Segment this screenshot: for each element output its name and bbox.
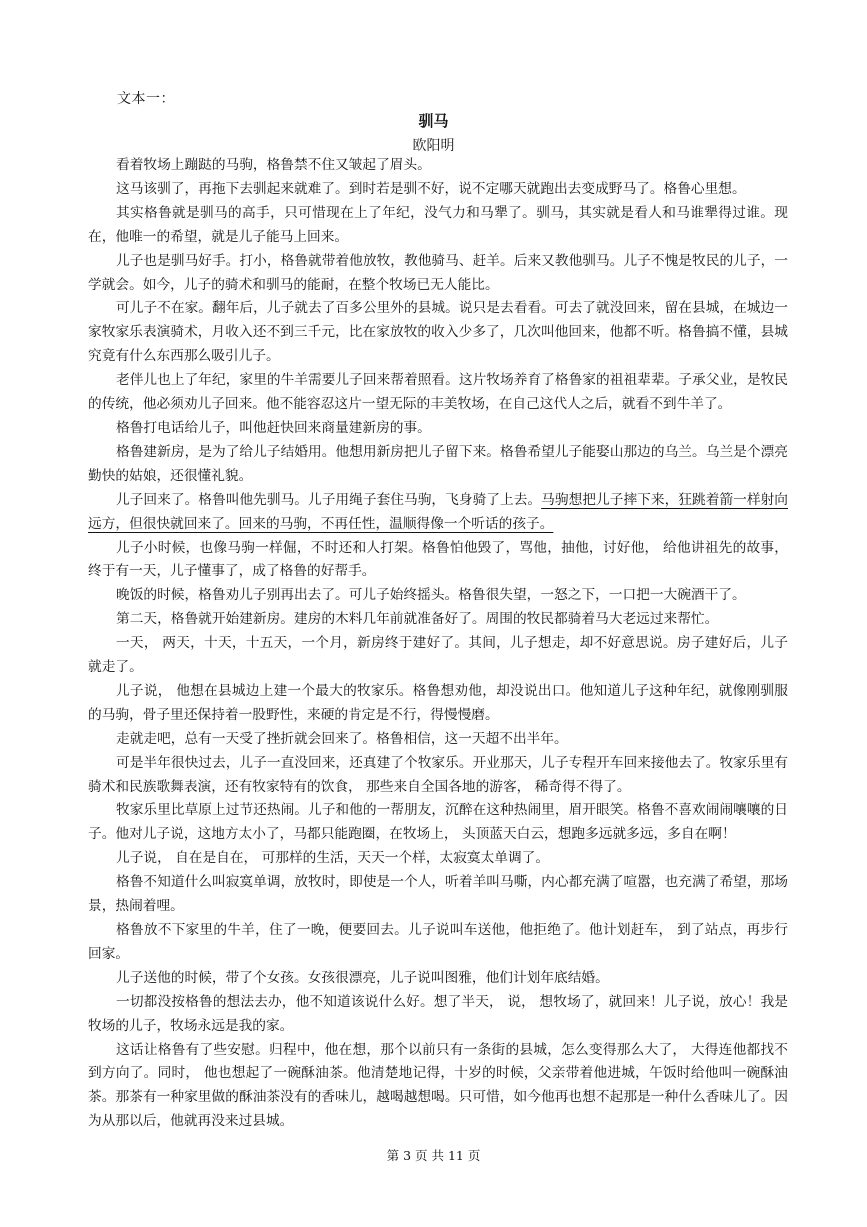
story-title: 驯马 <box>418 112 449 130</box>
paragraph: 老伴儿也上了年纪，家里的牛羊需要儿子回来帮着照看。这片牧场养育了格鲁家的祖祖辈辈。子承父业，是牧民的传统，他必须劝儿子回来。他不能容忍这片一望无际的丰美牧场，在自己这代人之后，就看不到牛羊了。 <box>88 372 788 413</box>
paragraph: 儿子也是驯马好手。打小，格鲁就带着他放牧，教他骑马、赶羊。后来又教他驯马。儿子不愧是牧民的儿子，一学就会。如今，儿子的骑术和驯马的能耐，在整个牧场已无人能比。 <box>88 252 788 293</box>
page-number: 第 3 页 共 11 页 <box>386 1148 481 1163</box>
paragraph: 一天， 两天，十天，十五天，一个月，新房终于建好了。其间，儿子想走，却不好意思说。房子建好后，儿子就走了。 <box>88 635 788 676</box>
paragraph: 其实格鲁就是驯马的高手，只可惜现在上了年纪，没气力和马犟了。驯马，其实就是看人和马谁犟得过谁。现在，他唯一的希望，就是儿子能马上回来。 <box>88 204 788 245</box>
paragraph: 可儿子不在家。翻年后，儿子就去了百多公里外的县城。说只是去看看。可去了就没回来，留在县城，在城边一家牧家乐表演骑术，月收入还不到三千元，比在家放牧的收入少多了，几次叫他回来，他都不听。格鲁搞不懂，县城究竟有什么东西那么吸引儿子。 <box>88 300 788 365</box>
paragraph-text: 儿子回来了。格鲁叫他先驯马。儿子用绳子套住马驹，飞身骑了上去。 <box>116 491 542 508</box>
paragraph: 第二天，格鲁就开始建新房。建房的木料几年前就准备好了。周围的牧民都骑着马大老远过来帮忙。 <box>116 611 719 628</box>
paragraph: 可是半年很快过去，儿子一直没回来，还真建了个牧家乐。开业那天，儿子专程开车回来接他去了。牧家乐里有骑术和民族歌舞表演，还有牧家特有的饮食， 那些来自全国各地的游客， 稀奇得不得了。 <box>88 754 788 795</box>
paragraph: 格鲁不知道什么叫寂寞单调，放牧时，即使是一个人，听着羊叫马嘶，内心都充满了喧嚣，也充满了希望，那场景，热闹着哩。 <box>88 874 788 915</box>
paragraph-with-underline <box>88 489 788 537</box>
underlined-sentence: 马驹想把儿子摔下来，狂跳着箭一样射向远方，但很快就回来了。回来的马驹，不再任性，温顺得像一个听话的孩子。 <box>88 491 788 532</box>
paragraph: 这马该驯了，再拖下去驯起来就难了。到时若是驯不好，说不定哪天就跑出去变成野马了。格鲁心里想。 <box>116 180 746 197</box>
paragraph: 儿子说， 自在是自在， 可那样的生活，天天一个样，太寂寞太单调了。 <box>116 850 550 867</box>
paragraph: 儿子送他的时候，带了个女孩。女孩很漂亮，儿子说叫图雅，他们计划年底结婚。 <box>116 969 609 986</box>
paragraph: 看着牧场上蹦跶的马驹，格鲁禁不住又皱起了眉头。 <box>116 157 431 173</box>
paragraph: 一切都没按格鲁的想法去办，他不知道该说什么好。想了半天， 说， 想牧场了，就回来！儿子说，放心！我是牧场的儿子，牧场永远是我的家。 <box>88 993 788 1034</box>
paragraph: 晚饭的时候，格鲁劝儿子别再出去了。可儿子始终摇头。格鲁很失望，一怒之下，一口把一大碗酒干了。 <box>116 587 746 604</box>
paragraph: 格鲁建新房，是为了给儿子结婚用。他想用新房把儿子留下来。格鲁希望儿子能娶山那边的乌兰。乌兰是个漂亮勤快的姑娘，还很懂礼貌。 <box>88 443 788 484</box>
paragraph: 这话让格鲁有了些安慰。归程中，他在想，那个以前只有一条街的县城，怎么变得那么大了， 大得连他都找不到方向了。同时， 他也想起了一碗酥油茶。他清楚地记得，十岁的时候，父亲带着他进城，午饭时给他叫一碗酥油茶。那茶有一种家里做的酥油茶没有的香味儿，越喝越想喝。只可惜，如今他再也想不起那是一种什么香味儿了。因为从那以后，他就再没来过县城。 <box>88 1041 788 1130</box>
paragraph: 格鲁打电话给儿子，叫他赶快回来商量建新房的事。 <box>116 419 431 436</box>
section-label: 文本一： <box>117 91 175 107</box>
story-author: 欧阳明 <box>412 138 455 154</box>
paragraph: 牧家乐里比草原上过节还热闹。儿子和他的一帮朋友，沉醉在这种热闹里，眉开眼笑。格鲁不喜欢闹闹嚷嚷的日子。他对儿子说，这地方太小了，马都只能跑圈，在牧场上， 头顶蓝天白云，想跑多远就多远，多自在啊！ <box>88 802 788 843</box>
story-body <box>88 154 788 1134</box>
paragraph: 儿子小时候，也像马驹一样倔，不时还和人打架。格鲁怕他毁了，骂他，抽他，讨好他， 给他讲祖先的故事，终于有一天，儿子懂事了，成了格鲁的好帮手。 <box>88 539 788 580</box>
paragraph: 儿子说， 他想在县城边上建一个最大的牧家乐。格鲁想劝他，却没说出口。他知道儿子这种年纪，就像刚驯服的马驹，骨子里还保持着一股野性，来硬的肯定是不行，得慢慢磨。 <box>88 682 788 723</box>
paragraph: 格鲁放不下家里的牛羊，住了一晚，便要回去。儿子说叫车送他，他拒绝了。他计划赶车， 到了站点，再步行回家。 <box>88 922 788 962</box>
paragraph: 走就走吧，总有一天受了挫折就会回来了。格鲁相信，这一天超不出半年。 <box>116 730 568 747</box>
